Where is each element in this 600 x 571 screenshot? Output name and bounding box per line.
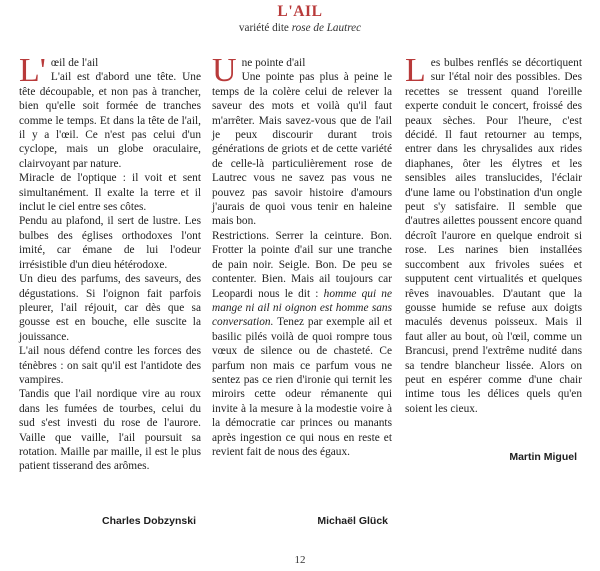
column-miguel (405, 52, 582, 416)
dropcap-l: L (405, 52, 426, 89)
subtitle-prefix: variété dite (238, 22, 289, 34)
page-number: 12 (294, 554, 306, 566)
paragraph: Tandis que l'ail nordique vire au roux dans les fumées de tourbes, celui du sud s'est investi du rose de l'aurore. Vaille que vaille, l'ail poursuit sa rotation. Maille par maille, il est le plus patient tisserand des arômes. (19, 388, 201, 473)
subtitle-variety: rose de Lautrec (291, 22, 362, 34)
paragraph: Pendu au plafond, il sert de lustre. Les bulbes des églises orthodoxes l'ont imité, car émane de lui l'odeur irrésistible d'un dieu hétérodoxe. (19, 215, 201, 271)
paragraph: Miracle de l'optique : il voit et sent simultanément. Il exalte la terre et il inclut le ciel entre ses côtes. (19, 172, 201, 214)
column-dobzynski (19, 52, 201, 474)
column-gluck (212, 52, 393, 459)
page-subtitle (0, 22, 600, 34)
paragraph-text: Restrictions. Serrer la ceinture. Bon. Frotter la pointe d'ail sur une tranche de pain noir. Seigle. Bon. De peu se contenter. Bien. Mais ail toujours car Leopardi nous le dit : (212, 229, 392, 300)
paragraph-text: Tenez par exemple ail et basilic pilés voilà de quoi rompre tous vœux de silence ou de chasteté. Ce parfum non mais ce parfum vous ne sentez pas ce rien d'ironie qui ternit les miroirs cette odeur rémanente qui invite à la mesure à la modestie voire à la démocratie car princes ou manants après ingestion ce qui nous en reste et revient fait de nous des égaux. (212, 316, 392, 458)
paragraph: Un dieu des parfums, des saveurs, des dégustations. Si l'oignon fait parfois pleurer, l'ail réjouit, car dès que sa gousse est en bouche, elle suscite la jouissance. (19, 273, 201, 343)
dropcap-l: L' (19, 52, 46, 89)
paragraph: Une pointe pas plus à peine le temps de la colère celui de relever la saveur des mots et voilà qu'il faut m'arrêter. Mais savez-vous que de l'ail je peux discourir durant trois générations de griots et de cette variété de celle-là particulièrement rose de Lautrec vous ne savez pas vous ne pouvez pas savoir histoire d'amours j'aurais de quoi vous tenir en haleine mais bon. (212, 71, 392, 228)
section-heading: œil de l'ail (50, 57, 99, 69)
author-signature: Charles Dobzynski (102, 515, 196, 527)
paragraph: es bulbes renflés se décortiquent sur l'étal noir des possibles. Des recettes se tressent quand l'oreille experte conduit le concert, froissé des peaux sèches. Pour l'heure, c'est décidé. Il faut retourner au temps, entrer dans les chrysalides aux rides diaphanes, ôter les élytres et les sensibles ailes translucides, l'éclair d'une lame ou l'obstination d'un ongle peut s'y satisfaire. Il semble que d'autres ailettes poussent encore quand décroît l'aurore en quelque endroit si rose. Les narines bien installées succombent aux frivoles suées et supputent cent virtualités et quelques rêves inavouables. D'autant que la gousse humide se refuse aux doigts maculés devenus poisseux. Mais il faut aller au bout, où l'œil, comme un Brancusi, prend l'extrême nudité dans sa tendre blancheur lissée. Alors on peut en espérer comme d'une chair intime tous les délices quels qu'en soient les cieux. (405, 57, 582, 415)
dropcap-u: U (212, 52, 237, 89)
paragraph: L'ail nous défend contre les forces des ténèbres : on sait qu'il est l'antidote des vampires. (19, 345, 201, 386)
section-heading: ne pointe d'ail (241, 57, 306, 69)
paragraph (212, 229, 392, 460)
paragraph: L'ail est d'abord une tête. Une tête découpable, et non pas à trancher, bien qu'elle soit formée de tranches comme le temps. Et dans la tête de l'ail, il y a l'œil. Ce n'est pas celui d'un cyclope, mais un globe oraculaire, clairvoyant par nature. (19, 71, 201, 170)
author-signature: Martin Miguel (509, 451, 577, 463)
author-signature: Michaël Glück (317, 515, 388, 527)
leopardi-quote: homme qui ne mange ni ail ni oignon est homme sans conversation. (212, 287, 393, 329)
page-title: L'AIL (277, 3, 323, 20)
